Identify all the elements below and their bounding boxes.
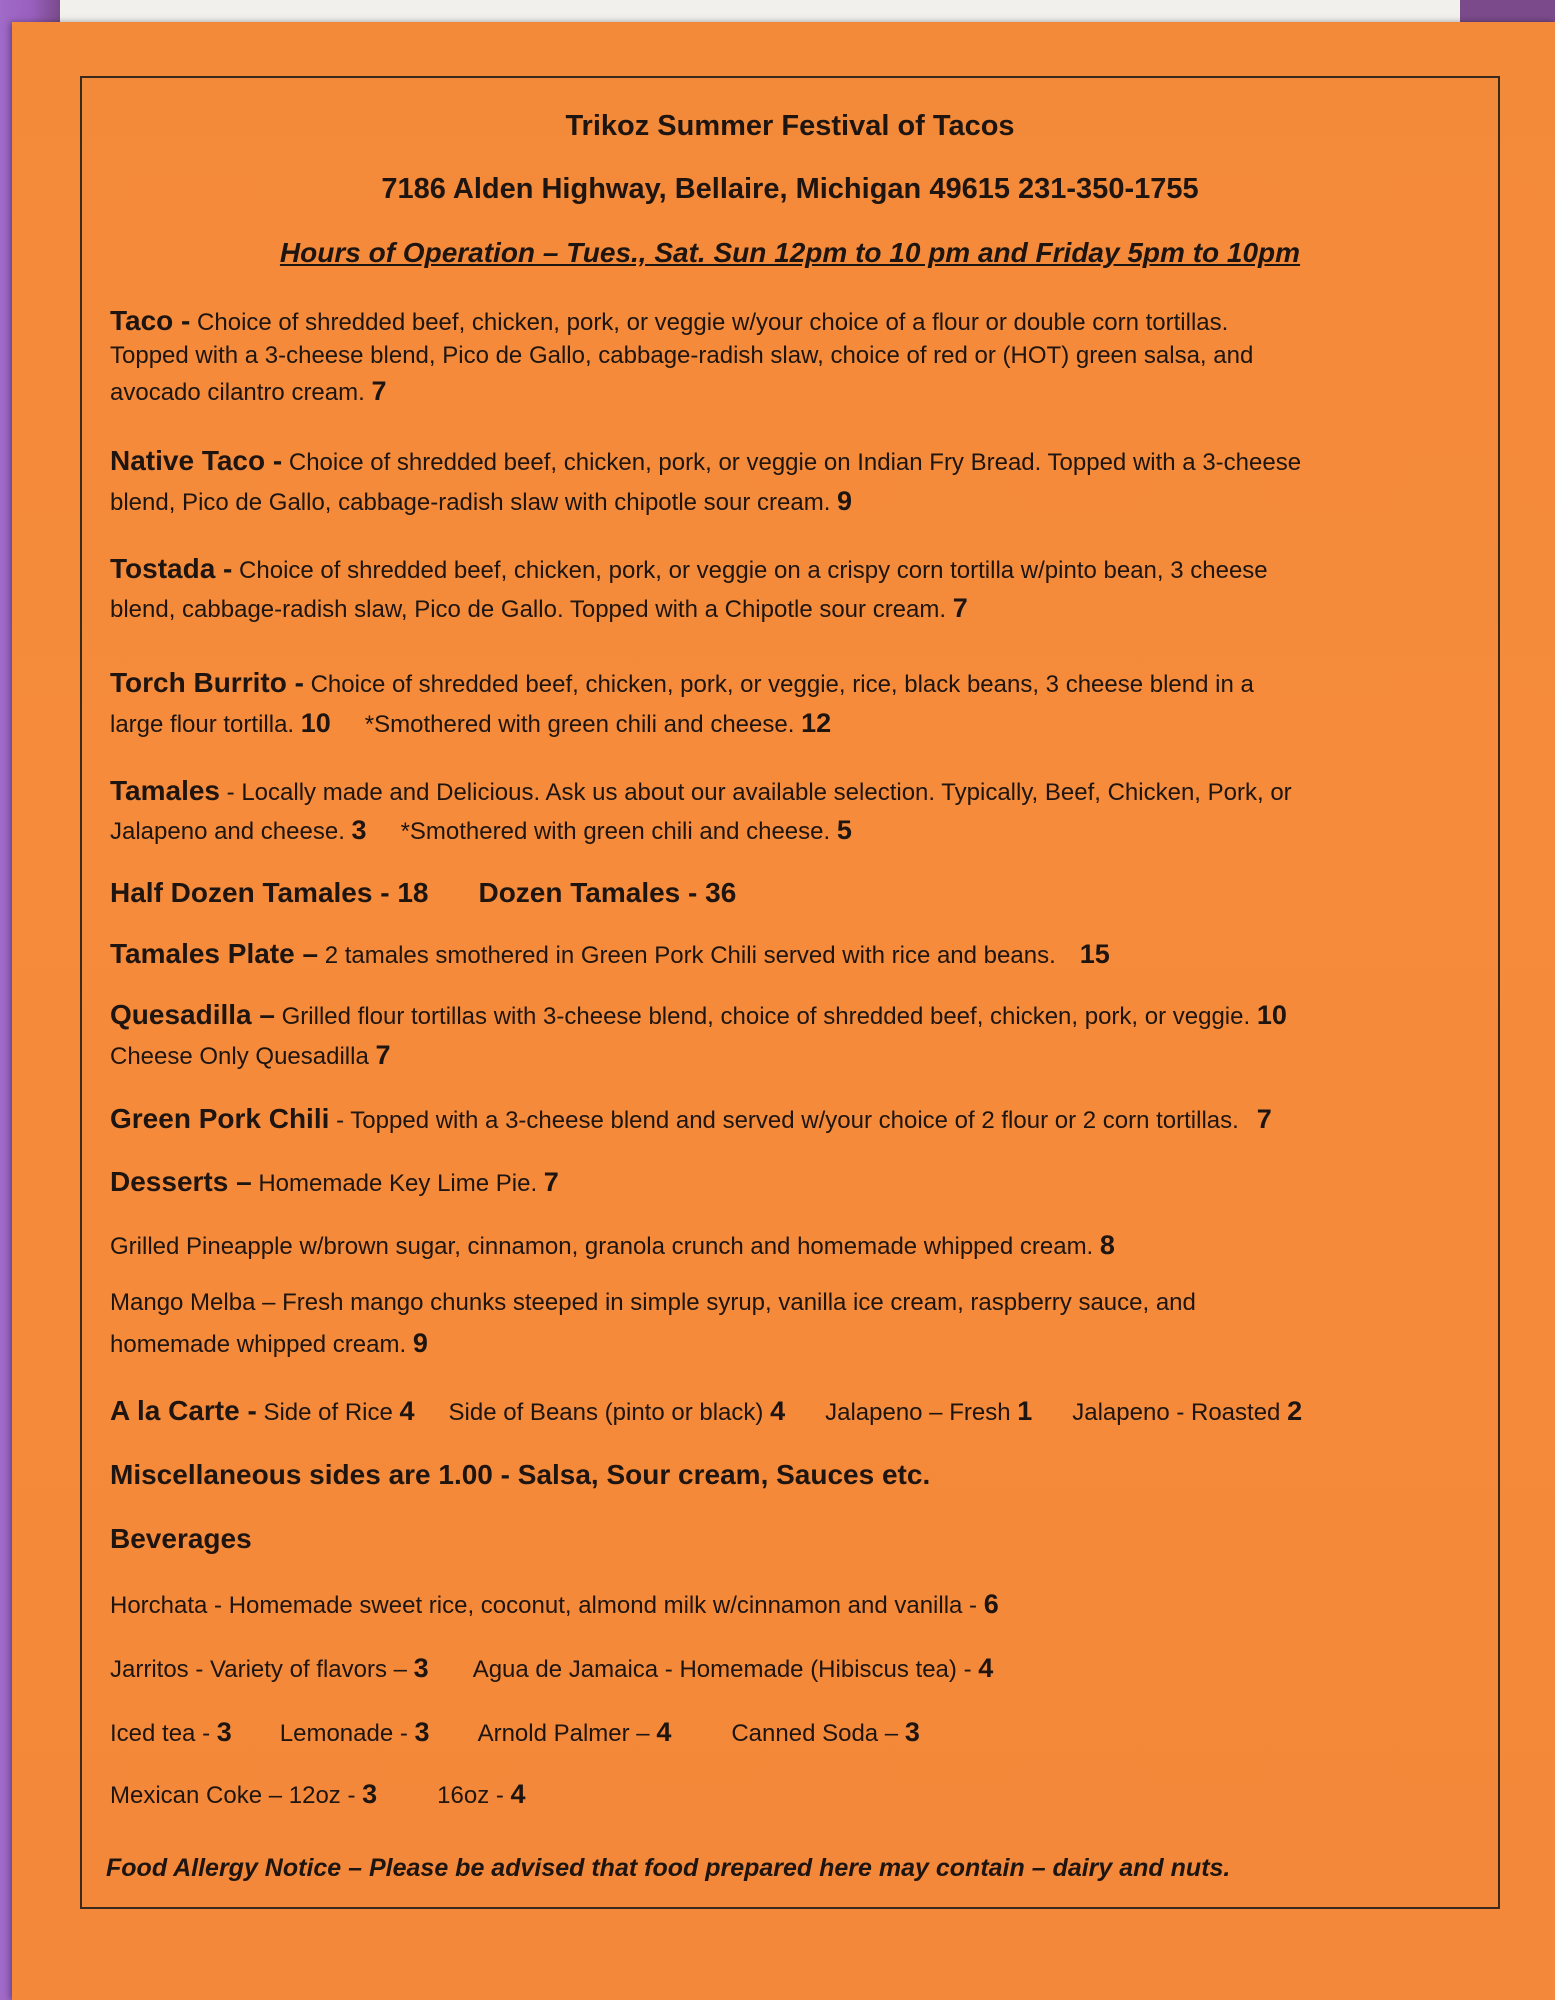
item-price: 7	[543, 1167, 559, 1197]
item-price: 3	[414, 1717, 430, 1747]
item-mango-melba-line2	[110, 1328, 1490, 1360]
item-grilled-pineapple	[110, 1230, 1490, 1262]
item-desc: Horchata - Homemade sweet rice, coconut, almond milk w/cinnamon and vanilla -	[110, 1592, 984, 1619]
item-name: Tamales	[110, 775, 220, 806]
item-price: 4	[978, 1653, 994, 1683]
item-price: 7	[371, 376, 387, 406]
item-desserts	[110, 1167, 1490, 1199]
item-torch-burrito-line2	[110, 708, 1490, 740]
item-name: Green Pork Chili	[110, 1103, 330, 1134]
item-horchata	[110, 1589, 1490, 1621]
item-desc: large flour tortilla.	[110, 711, 301, 738]
item-desc: Choice of shredded beef, chicken, pork, or veggie w/your choice of a flour or double corn tortillas.	[190, 309, 1229, 336]
item-price: 9	[837, 486, 853, 516]
item-price: 3	[362, 1779, 378, 1809]
item-price: 4	[656, 1717, 672, 1747]
item-name: Taco -	[110, 305, 191, 336]
item-torch-burrito	[110, 668, 1490, 700]
item-taco	[110, 306, 1490, 338]
item-price: 3	[216, 1717, 232, 1747]
item-desc: Cheese Only Quesadilla	[110, 1043, 376, 1070]
item-price: 4	[510, 1779, 526, 1809]
item-smothered-price: 12	[801, 708, 832, 738]
menu-sheet	[12, 22, 1555, 2000]
item-price: 7	[375, 1040, 391, 1070]
menu-frame	[80, 76, 1500, 1909]
item-desc: Arnold Palmer –	[477, 1720, 657, 1747]
item-desc: Mexican Coke – 12oz -	[110, 1782, 363, 1809]
item-name: A la Carte -	[110, 1395, 257, 1426]
item-desc: Choice of shredded beef, chicken, pork, or veggie on Indian Fry Bread. Topped with a 3-cheese	[282, 449, 1302, 476]
item-price: 3	[413, 1653, 429, 1683]
item-tamales-line2	[110, 815, 1490, 847]
item-price: 15	[1079, 939, 1110, 969]
item-desc: Jalapeno - Roasted	[1072, 1399, 1288, 1426]
item-smothered: *Smothered with green chili and cheese.	[364, 711, 802, 738]
item-mexican-coke	[110, 1779, 1490, 1811]
item-desc: blend, Pico de Gallo, cabbage-radish slaw with chipotle sour cream.	[110, 489, 838, 516]
item-desc: Choice of shredded beef, chicken, pork, or veggie on a crispy corn tortilla w/pinto bean, 3 cheese	[232, 557, 1268, 584]
item-desc: Jarritos - Variety of flavors –	[110, 1656, 414, 1683]
item-taco-line2: Topped with a 3-cheese blend, Pico de Gallo, cabbage-radish slaw, choice of red or (HOT) green salsa, and	[110, 342, 1254, 369]
item-desc: Canned Soda –	[731, 1720, 905, 1747]
item-desc: Iced tea -	[110, 1720, 217, 1747]
item-desc: - Locally made and Delicious. Ask us about our available selection. Typically, Beef, Chicken, Pork, or	[220, 779, 1292, 806]
item-name: Torch Burrito -	[110, 667, 304, 698]
item-tostada-line2	[110, 593, 1490, 625]
allergy-notice: Food Allergy Notice – Please be advised that food prepared here may contain – dairy and nuts.	[106, 1854, 1231, 1882]
menu-address: 7186 Alden Highway, Bellaire, Michigan 49615 231-350-1755	[381, 173, 1199, 205]
menu-hours: Hours of Operation – Tues., Sat. Sun 12pm to 10 pm and Friday 5pm to 10pm	[279, 237, 1301, 268]
item-tamales	[110, 776, 1490, 808]
menu-title: Trikoz Summer Festival of Tacos	[565, 110, 1015, 142]
item-cheese-quesadilla	[110, 1040, 1490, 1072]
item-price: 10	[1256, 1000, 1287, 1030]
beverages-title: Beverages	[110, 1523, 252, 1554]
item-name: Native Taco -	[110, 445, 283, 476]
item-desc: Jalapeno – Fresh	[825, 1399, 1018, 1426]
item-price: 3	[904, 1717, 920, 1747]
item-native-taco	[110, 446, 1490, 478]
item-price: 1	[1017, 1396, 1033, 1426]
item-green-pork-chili	[110, 1104, 1490, 1136]
item-price: 3	[351, 815, 367, 845]
item-price: 4	[770, 1396, 786, 1426]
item-mango-melba: Mango Melba – Fresh mango chunks steeped in simple syrup, vanilla ice cream, raspberry sauce, and	[110, 1289, 1196, 1316]
item-price: 10	[300, 708, 331, 738]
item-jarritos-row	[110, 1653, 1490, 1685]
item-price: 7	[1256, 1104, 1272, 1134]
item-desc: homemade whipped cream.	[110, 1331, 413, 1358]
item-desc: avocado cilantro cream.	[110, 379, 372, 406]
item-native-taco-line2	[110, 486, 1490, 518]
item-smothered-price: 5	[836, 815, 852, 845]
item-price: 4	[399, 1396, 415, 1426]
item-desc: Grilled Pineapple w/brown sugar, cinnamon, granola crunch and homemade whipped cream.	[110, 1233, 1100, 1260]
item-desc: Choice of shredded beef, chicken, pork, or veggie, rice, black beans, 3 cheese blend in a	[303, 671, 1254, 698]
item-name: Quesadilla –	[110, 999, 275, 1030]
item-tamales-plate	[110, 939, 1490, 971]
item-desc: Homemade Key Lime Pie.	[251, 1170, 544, 1197]
item-name: Tamales Plate –	[110, 938, 319, 969]
item-a-la-carte	[110, 1396, 1490, 1428]
item-desc: Agua de Jamaica - Homemade (Hibiscus tea) -	[472, 1656, 979, 1683]
item-price: 8	[1099, 1230, 1115, 1260]
item-price: 2	[1287, 1396, 1303, 1426]
item-dozen: Dozen Tamales - 36	[478, 877, 737, 908]
item-desc: Lemonade -	[279, 1720, 415, 1747]
item-smothered: *Smothered with green chili and cheese.	[400, 818, 837, 845]
item-desc: 2 tamales smothered in Green Pork Chili served with rice and beans.	[318, 942, 1056, 969]
item-name: Desserts –	[110, 1166, 252, 1197]
item-price: 7	[952, 593, 968, 623]
item-quesadilla	[110, 1000, 1490, 1032]
item-drinks-row	[110, 1717, 1490, 1749]
item-desc: Side of Beans (pinto or black)	[448, 1399, 771, 1426]
item-half-dozen: Half Dozen Tamales - 18	[110, 877, 429, 908]
item-tostada	[110, 554, 1490, 586]
item-price: 6	[983, 1589, 999, 1619]
item-desc: blend, cabbage-radish slaw, Pico de Gallo. Topped with a Chipotle sour cream.	[110, 596, 953, 623]
item-desc: 16oz -	[437, 1782, 511, 1809]
item-desc: Side of Rice	[256, 1399, 400, 1426]
item-price: 9	[412, 1328, 428, 1358]
item-name: Tostada -	[110, 553, 233, 584]
item-desc: - Topped with a 3-cheese blend and served w/your choice of 2 flour or 2 corn tortillas.	[329, 1107, 1239, 1134]
item-tamales-bulk	[110, 878, 1490, 908]
misc-sides: Miscellaneous sides are 1.00 - Salsa, Sour cream, Sauces etc.	[110, 1459, 931, 1490]
item-taco-line3	[110, 376, 1490, 408]
item-desc: Grilled flour tortillas with 3-cheese blend, choice of shredded beef, chicken, pork, or veggie.	[274, 1003, 1257, 1030]
item-desc: Jalapeno and cheese.	[110, 818, 352, 845]
